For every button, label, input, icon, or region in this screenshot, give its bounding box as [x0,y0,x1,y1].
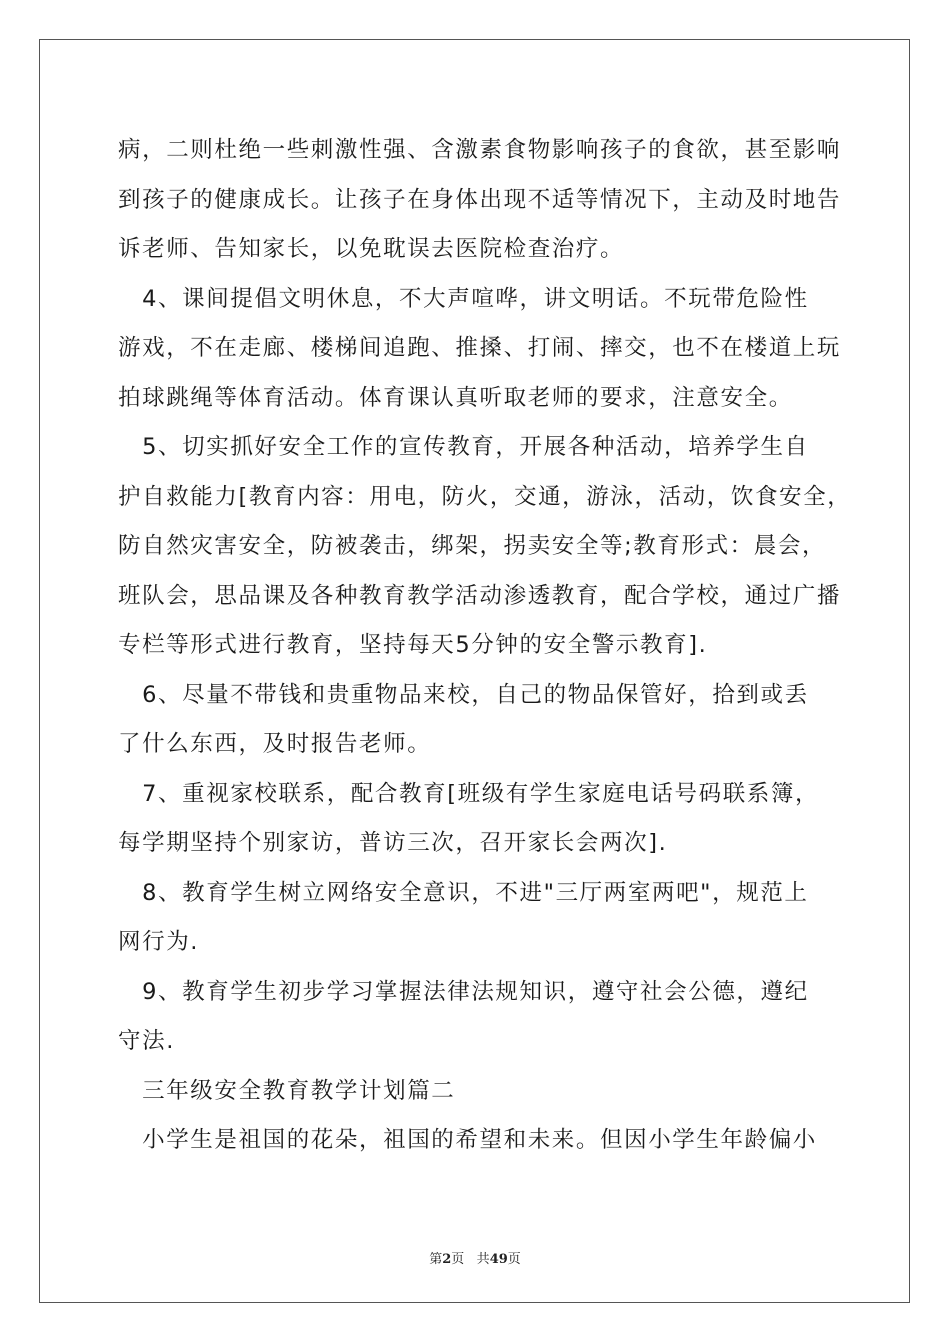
text-line: 小学生是祖国的花朵，祖国的希望和未来。但因小学生年龄偏小 [118,1127,817,1153]
footer-prefix: 第 [429,1252,443,1267]
text-line: 防自然灾害安全，防被袭击，绑架，拐卖安全等;教育形式：晨会， [118,533,827,559]
text-line: 每学期坚持个别家访，普访三次，召开家长会两次]. [118,830,668,856]
text-line: 诉老师、告知家长，以免耽误去医院检查治疗。 [118,236,625,262]
text-line: 到孩子的健康成长。让孩子在身体出现不适等情况下，主动及时地告 [118,186,842,213]
text-line: 护自救能力[教育内容：用电，防火，交通，游泳，活动，饮食安全， [118,483,852,510]
text-line: 7、重视家校联系，配合教育[班级有学生家庭电话号码联系簿， [118,780,820,807]
total-page-count: 49 [489,1252,508,1267]
text-line: 病，二则杜绝一些刺激性强、含激素食物影响孩子的食欲，甚至影响 [118,137,842,163]
text-line: 拍球跳绳等体育活动。体育课认真听取老师的要求，注意安全。 [118,384,793,411]
document-body [118,126,852,1166]
footer-total-prefix: 共 [476,1252,490,1267]
text-line: 5、切实抓好安全工作的宣传教育，开展各种活动，培养学生自 [118,434,809,460]
text-line: 6、尽量不带钱和贵重物品来校，自己的物品保管好，拾到或丢 [118,681,809,708]
text-line: 守法. [118,1028,175,1054]
page-footer [0,1248,950,1267]
text-line: 网行为. [118,929,200,955]
footer-total-suffix: 页 [507,1252,521,1267]
section-heading: 三年级安全教育教学计划篇二 [118,1077,456,1104]
text-line: 班队会，思品课及各种教育教学活动渗透教育，配合学校，通过广播 [118,582,842,609]
text-line: 游戏，不在走廊、楼梯间追跑、推搡、打闹、摔交，也不在楼道上玩 [118,335,842,361]
text-line: 8、教育学生树立网络安全意识，不进"三厅两室两吧"，规范上 [118,879,809,906]
current-page-number: 2 [442,1252,452,1267]
text-line: 9、教育学生初步学习掌握法律法规知识，遵守社会公德，遵纪 [118,978,809,1005]
text-line: 4、课间提倡文明休息，不大声喧哗，讲文明话。不玩带危险性 [118,285,809,312]
text-line: 专栏等形式进行教育，坚持每天5分钟的安全警示教育]. [118,632,708,658]
footer-page-suffix: 页 [451,1252,465,1267]
text-line: 了什么东西，及时报告老师。 [118,731,432,757]
